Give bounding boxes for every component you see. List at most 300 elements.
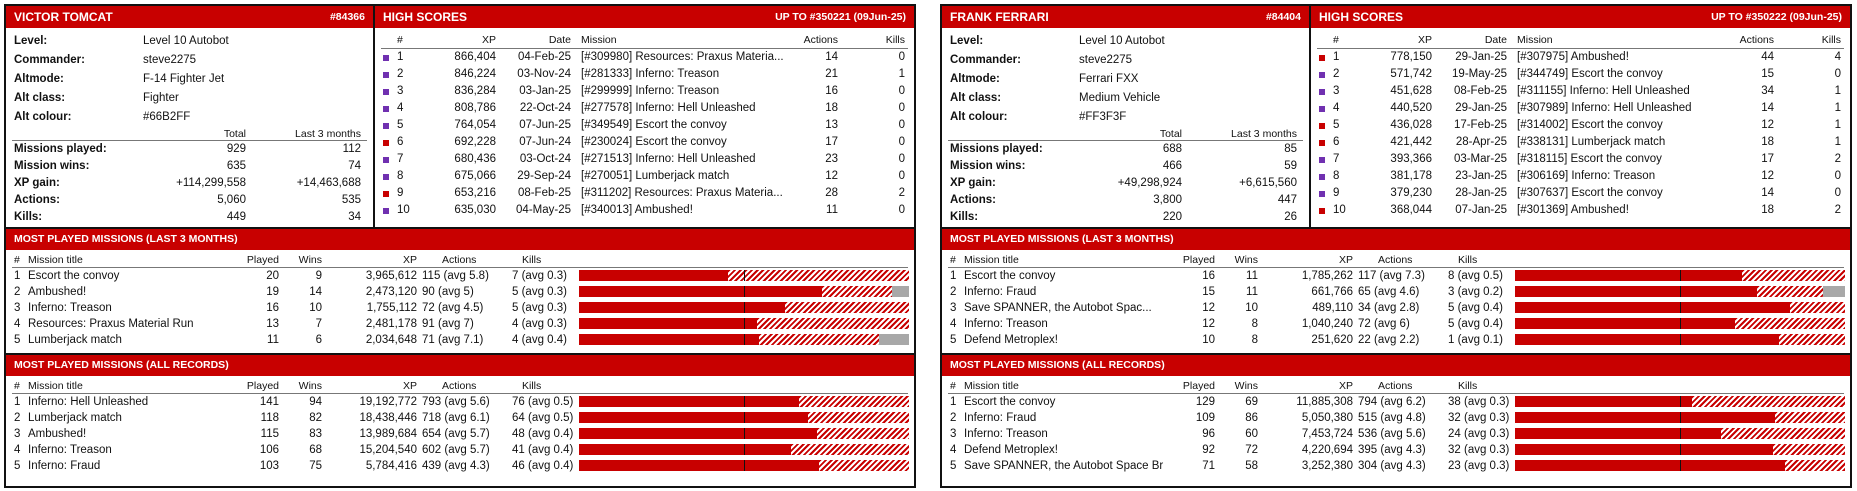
mission-wins: 10 xyxy=(309,302,322,314)
mission-row[interactable] xyxy=(12,458,908,474)
win-rate-bar xyxy=(1515,270,1845,281)
hs-kills: 4 xyxy=(1834,51,1841,63)
most-played-3m-columns xyxy=(12,252,908,268)
mission-rank: 2 xyxy=(14,412,21,424)
mission-played: 103 xyxy=(259,460,279,472)
mission-kills: 38 (avg 0.3) xyxy=(1448,396,1510,408)
profile-section xyxy=(6,6,373,227)
midpoint-marker xyxy=(744,334,745,345)
win-rate-bar xyxy=(1515,428,1845,439)
high-score-row[interactable] xyxy=(1317,100,1844,117)
hs-xp: 571,742 xyxy=(1390,68,1432,80)
most-played-3m-columns xyxy=(948,252,1844,268)
win-segment xyxy=(579,444,791,455)
mission-rank: 5 xyxy=(950,334,957,346)
altclass-row xyxy=(6,89,373,108)
mission-rank: 3 xyxy=(950,428,957,440)
mission-title-link[interactable]: Escort the convoy xyxy=(964,270,1056,282)
col-num: # xyxy=(950,254,956,266)
mission-kills: 5 (avg 0.3) xyxy=(512,302,567,314)
mission-title-link[interactable]: Inferno: Treason xyxy=(964,428,1048,440)
result-marker xyxy=(1319,157,1325,163)
mission-kills: 24 (avg 0.3) xyxy=(1448,428,1510,440)
altmode-label: Altmode: xyxy=(14,73,64,85)
top-section xyxy=(942,6,1850,227)
hs-mission-link[interactable]: [#270051] Lumberjack match xyxy=(581,170,730,182)
hs-rank: 2 xyxy=(1333,68,1340,80)
result-marker xyxy=(383,106,389,112)
hs-mission-link[interactable]: [#281333] Inferno: Treason xyxy=(581,68,720,80)
mission-played: 16 xyxy=(266,302,279,314)
win-segment xyxy=(579,412,808,423)
mission-row[interactable] xyxy=(12,442,908,458)
mission-kills: 4 (avg 0.4) xyxy=(512,334,567,346)
hs-kills: 1 xyxy=(1834,136,1841,148)
col-xp: XP xyxy=(1417,34,1432,46)
loss-segment xyxy=(1742,270,1845,281)
mission-title-link[interactable]: Save SPANNER, the Autobot Space Br xyxy=(964,460,1164,472)
win-segment xyxy=(1515,318,1735,329)
hs-date: 28-Jan-25 xyxy=(1455,187,1507,199)
mission-rank: 1 xyxy=(950,396,957,408)
win-rate-bar xyxy=(1515,334,1845,345)
mission-row[interactable] xyxy=(12,268,908,284)
mission-actions: 654 (avg 5.7) xyxy=(422,428,490,440)
midpoint-marker xyxy=(1680,318,1681,329)
stat-row-kills xyxy=(6,209,373,226)
mission-played: 109 xyxy=(1195,412,1215,424)
col-actions: Actions xyxy=(803,34,838,46)
mission-title-link[interactable]: Lumberjack match xyxy=(28,334,122,346)
high-score-row[interactable] xyxy=(381,202,908,219)
hs-kills: 1 xyxy=(1834,119,1841,131)
stat-label: Actions: xyxy=(950,194,996,206)
mission-actions: 65 (avg 4.6) xyxy=(1358,286,1420,298)
stat-label: Missions played: xyxy=(950,143,1043,155)
high-score-row[interactable] xyxy=(381,117,908,134)
hs-actions: 17 xyxy=(825,136,838,148)
commander-value[interactable]: steve2275 xyxy=(143,54,197,66)
mission-xp: 489,110 xyxy=(1312,302,1353,314)
hs-mission-link[interactable]: [#307975] Ambushed! xyxy=(1517,51,1629,63)
mission-row[interactable] xyxy=(12,284,908,300)
win-segment xyxy=(579,318,757,329)
hs-rank: 9 xyxy=(397,187,404,199)
win-rate-bar xyxy=(1515,302,1845,313)
hs-mission-link[interactable]: [#311155] Inferno: Hell Unleashed xyxy=(1517,85,1690,97)
win-rate-bar xyxy=(579,396,909,407)
loss-segment xyxy=(1721,428,1845,439)
hs-kills: 0 xyxy=(1834,68,1841,80)
result-marker xyxy=(383,89,389,95)
hs-mission-link[interactable]: [#306169] Inferno: Treason xyxy=(1517,170,1656,182)
mission-title-link[interactable]: Resources: Praxus Material Run xyxy=(28,318,194,330)
mission-actions: 22 (avg 2.2) xyxy=(1358,334,1420,346)
high-scores-section xyxy=(375,6,914,227)
high-scores-columns xyxy=(381,32,908,49)
mission-kills: 5 (avg 0.4) xyxy=(1448,302,1503,314)
result-marker xyxy=(1319,123,1325,129)
hs-actions: 11 xyxy=(826,204,838,216)
mission-wins: 9 xyxy=(315,270,322,282)
mission-title-link[interactable]: Inferno: Treason xyxy=(964,318,1048,330)
hs-mission-link[interactable]: [#314002] Escort the convoy xyxy=(1517,119,1663,131)
other-segment xyxy=(892,286,909,297)
mission-xp: 1,755,112 xyxy=(366,302,417,314)
mission-title-link[interactable]: Inferno: Hell Unleashed xyxy=(28,396,149,408)
mission-actions: 395 (avg 4.3) xyxy=(1358,444,1426,456)
mission-row[interactable] xyxy=(948,284,1844,300)
mission-row[interactable] xyxy=(12,300,908,316)
hs-rank: 5 xyxy=(1333,119,1340,131)
win-rate-bar xyxy=(1515,412,1845,423)
altcolour-label: Alt colour: xyxy=(14,111,72,123)
mission-row[interactable] xyxy=(948,268,1844,284)
altclass-value: Fighter xyxy=(143,92,179,104)
mission-rank: 5 xyxy=(950,460,957,472)
altmode-label: Altmode: xyxy=(950,73,1000,85)
hs-actions: 12 xyxy=(825,170,838,182)
hs-xp: 846,224 xyxy=(454,68,496,80)
hs-mission-link[interactable]: [#307989] Inferno: Hell Unleashed xyxy=(1517,102,1692,114)
mission-title-link[interactable]: Inferno: Treason xyxy=(28,444,112,456)
mission-xp: 4,220,694 xyxy=(1301,444,1353,456)
hs-mission-link[interactable]: [#311202] Resources: Praxus Materia... xyxy=(581,187,783,199)
mission-kills: 7 (avg 0.3) xyxy=(512,270,567,282)
hs-mission-link[interactable]: [#349549] Escort the convoy xyxy=(581,119,727,131)
high-score-row[interactable] xyxy=(381,49,908,66)
mission-row[interactable] xyxy=(12,410,908,426)
mission-row[interactable] xyxy=(948,316,1844,332)
most-played-3m-table xyxy=(942,252,1850,348)
mission-title-link[interactable]: Ambushed! xyxy=(28,428,87,440)
mission-wins: 72 xyxy=(1245,444,1258,456)
hs-rank: 7 xyxy=(397,153,404,165)
hs-kills: 1 xyxy=(1834,85,1841,97)
hs-date: 08-Feb-25 xyxy=(517,187,571,199)
hs-date: 22-Oct-24 xyxy=(519,102,571,114)
loss-segment xyxy=(1785,460,1845,471)
hs-kills: 0 xyxy=(898,102,905,114)
col-played: Played xyxy=(246,254,279,266)
loss-segment xyxy=(1773,444,1845,455)
hs-actions: 14 xyxy=(1761,102,1774,114)
win-rate-bar xyxy=(579,412,909,423)
mission-wins: 14 xyxy=(309,286,322,298)
loss-segment xyxy=(822,286,891,297)
most-played-3m-header: MOST PLAYED MISSIONS (LAST 3 MONTHS) xyxy=(942,229,1850,250)
mission-rank: 4 xyxy=(14,444,21,456)
hs-date: 07-Jun-25 xyxy=(519,119,571,131)
mission-actions: 90 (avg 5) xyxy=(422,286,474,298)
high-score-row[interactable] xyxy=(381,66,908,83)
hs-rank: 6 xyxy=(1333,136,1340,148)
mission-kills: 32 (avg 0.3) xyxy=(1448,444,1510,456)
hs-date: 29-Jan-25 xyxy=(1455,102,1507,114)
midpoint-marker xyxy=(1680,444,1681,455)
mission-kills: 48 (avg 0.4) xyxy=(512,428,574,440)
mission-row[interactable] xyxy=(12,332,908,348)
hs-mission-link[interactable]: [#230024] Escort the convoy xyxy=(581,136,727,148)
mission-actions: 793 (avg 5.6) xyxy=(422,396,490,408)
mission-rank: 3 xyxy=(14,302,21,314)
stat-row-actions xyxy=(942,192,1309,209)
high-score-row[interactable] xyxy=(1317,202,1844,219)
high-score-row[interactable] xyxy=(381,151,908,168)
midpoint-marker xyxy=(744,318,745,329)
altclass-label: Alt class: xyxy=(950,92,1002,104)
hs-rank: 2 xyxy=(397,68,404,80)
col-title: Mission title xyxy=(964,254,1019,266)
hs-mission-link[interactable]: [#344749] Escort the convoy xyxy=(1517,68,1663,80)
stat-row-kills xyxy=(942,209,1309,226)
hs-date: 29-Sep-24 xyxy=(517,170,571,182)
mission-wins: 58 xyxy=(1245,460,1258,472)
mission-xp: 5,784,416 xyxy=(365,460,417,472)
high-score-row[interactable] xyxy=(1317,134,1844,151)
mission-title-link[interactable]: Escort the convoy xyxy=(964,396,1056,408)
high-scores-upto: UP TO #350221 (09Jun-25) xyxy=(775,11,906,23)
midpoint-marker xyxy=(744,270,745,281)
stat-last3: 535 xyxy=(341,194,361,206)
hs-date: 17-Feb-25 xyxy=(1453,119,1507,131)
hs-kills: 1 xyxy=(1834,102,1841,114)
mission-row[interactable] xyxy=(948,458,1844,474)
hs-xp: 866,404 xyxy=(454,51,496,63)
hs-date: 07-Jun-24 xyxy=(519,136,571,148)
win-segment xyxy=(1515,460,1785,471)
midpoint-marker xyxy=(744,302,745,313)
win-rate-bar xyxy=(579,286,909,297)
level-label: Level: xyxy=(14,35,48,47)
mission-xp: 2,473,120 xyxy=(365,286,417,298)
stat-total: 3,800 xyxy=(1153,194,1182,206)
high-score-row[interactable] xyxy=(1317,185,1844,202)
mission-kills: 32 (avg 0.3) xyxy=(1448,412,1510,424)
mission-title-link[interactable]: Defend Metroplex! xyxy=(964,334,1058,346)
mission-played: 71 xyxy=(1202,460,1215,472)
most-played-3m-list xyxy=(6,268,914,348)
mission-title-link[interactable]: Inferno: Fraud xyxy=(28,460,101,472)
midpoint-marker xyxy=(1680,412,1681,423)
stat-total: 635 xyxy=(226,160,246,172)
result-marker xyxy=(1319,140,1325,146)
mission-title-link[interactable]: Defend Metroplex! xyxy=(964,444,1058,456)
stat-row-mission-wins xyxy=(942,158,1309,175)
stat-label: Mission wins: xyxy=(950,160,1026,172)
hs-actions: 18 xyxy=(825,102,838,114)
hs-mission-link[interactable]: [#271513] Inferno: Hell Unleashed xyxy=(581,153,756,165)
result-marker xyxy=(383,72,389,78)
result-marker xyxy=(383,140,389,146)
midpoint-marker xyxy=(744,396,745,407)
mission-xp: 5,050,380 xyxy=(1301,412,1353,424)
hs-actions: 15 xyxy=(1761,68,1774,80)
hs-rank: 10 xyxy=(397,204,410,216)
hs-mission-link[interactable]: [#277578] Inferno: Hell Unleashed xyxy=(581,102,756,114)
player-id: #84366 xyxy=(329,11,365,23)
hs-actions: 23 xyxy=(825,153,838,165)
high-score-row[interactable] xyxy=(1317,66,1844,83)
loss-segment xyxy=(808,412,909,423)
mission-xp: 1,040,240 xyxy=(1301,318,1353,330)
win-segment xyxy=(579,460,819,471)
mission-played: 15 xyxy=(1202,286,1215,298)
hs-mission-link[interactable]: [#318115] Escort the convoy xyxy=(1517,153,1662,165)
mission-title-link[interactable]: Inferno: Fraud xyxy=(964,286,1037,298)
hs-xp: 379,230 xyxy=(1390,187,1432,199)
hs-rank: 3 xyxy=(397,85,404,97)
mission-played: 16 xyxy=(1202,270,1215,282)
mission-rank: 5 xyxy=(14,334,21,346)
level-value: Level 10 Autobot xyxy=(1079,35,1165,47)
hs-date: 03-Jan-25 xyxy=(519,85,571,97)
mission-title-link[interactable]: Ambushed! xyxy=(28,286,87,298)
midpoint-marker xyxy=(1680,302,1681,313)
loss-segment xyxy=(728,270,910,281)
high-score-row[interactable] xyxy=(1317,83,1844,100)
mission-title-link[interactable]: Lumberjack match xyxy=(28,412,122,424)
mission-title-link[interactable]: Escort the convoy xyxy=(28,270,120,282)
hs-xp: 436,028 xyxy=(1390,119,1432,131)
mission-row[interactable] xyxy=(948,394,1844,410)
mission-title-link[interactable]: Inferno: Fraud xyxy=(964,412,1037,424)
profile-header xyxy=(6,6,373,28)
stats-last3-header: Last 3 months xyxy=(1231,128,1297,140)
loss-segment xyxy=(759,334,879,345)
mission-actions: 536 (avg 5.6) xyxy=(1358,428,1426,440)
mission-row[interactable] xyxy=(948,442,1844,458)
mission-played: 141 xyxy=(259,396,279,408)
high-scores-header xyxy=(375,6,914,28)
hs-kills: 0 xyxy=(1834,187,1841,199)
midpoint-marker xyxy=(1680,460,1681,471)
mission-kills: 5 (avg 0.4) xyxy=(1448,318,1503,330)
mission-row[interactable] xyxy=(12,394,908,410)
mission-actions: 602 (avg 5.7) xyxy=(422,444,490,456)
stat-total: +114,299,558 xyxy=(176,177,246,189)
mission-played: 12 xyxy=(1202,318,1215,330)
high-score-row[interactable] xyxy=(381,83,908,100)
win-segment xyxy=(1515,270,1742,281)
loss-segment xyxy=(1692,396,1845,407)
altclass-row xyxy=(942,89,1309,108)
col-kills: Kills xyxy=(1458,254,1478,266)
hs-actions: 18 xyxy=(1761,204,1774,216)
hs-rank: 7 xyxy=(1333,153,1340,165)
player-name[interactable]: FRANK FERRARI xyxy=(950,10,1049,24)
stats-last3-header: Last 3 months xyxy=(295,128,361,140)
midpoint-marker xyxy=(1680,286,1681,297)
mission-wins: 68 xyxy=(309,444,322,456)
col-actions: Actions xyxy=(1739,34,1774,46)
high-score-row[interactable] xyxy=(381,134,908,151)
hs-rank: 3 xyxy=(1333,85,1340,97)
mission-kills: 1 (avg 0.1) xyxy=(1448,334,1503,346)
col-title: Mission title xyxy=(28,380,83,392)
high-score-row[interactable] xyxy=(381,185,908,202)
player-id: #84404 xyxy=(1265,11,1301,23)
hs-xp: 764,054 xyxy=(454,119,496,131)
hs-mission-link[interactable]: [#307637] Escort the convoy xyxy=(1517,187,1663,199)
hs-mission-link[interactable]: [#299999] Inferno: Treason xyxy=(581,85,720,97)
loss-segment xyxy=(799,396,909,407)
stat-row-mission-wins xyxy=(6,158,373,175)
result-marker xyxy=(1319,174,1325,180)
midpoint-marker xyxy=(744,444,745,455)
mission-title-link[interactable]: Inferno: Treason xyxy=(28,302,112,314)
high-score-row[interactable] xyxy=(381,168,908,185)
hs-kills: 0 xyxy=(898,153,905,165)
mission-rank: 2 xyxy=(950,412,957,424)
mission-rank: 3 xyxy=(950,302,957,314)
high-score-row[interactable] xyxy=(1317,49,1844,66)
mission-row[interactable] xyxy=(948,300,1844,316)
mission-row[interactable] xyxy=(12,426,908,442)
high-score-row[interactable] xyxy=(381,100,908,117)
other-segment xyxy=(1823,286,1845,297)
stat-last3: 74 xyxy=(348,160,361,172)
hs-mission-link[interactable]: [#340013] Ambushed! xyxy=(581,204,693,216)
player-name[interactable]: VICTOR TOMCAT xyxy=(14,10,113,24)
hs-rank: 9 xyxy=(1333,187,1340,199)
col-num: # xyxy=(14,254,20,266)
stat-label: Kills: xyxy=(14,211,43,223)
high-score-row[interactable] xyxy=(1317,151,1844,168)
mission-xp: 15,204,540 xyxy=(359,444,417,456)
commander-value[interactable]: steve2275 xyxy=(1079,54,1133,66)
win-segment xyxy=(579,286,822,297)
mission-row[interactable] xyxy=(12,316,908,332)
hs-rank: 5 xyxy=(397,119,404,131)
high-score-row[interactable] xyxy=(1317,168,1844,185)
mission-kills: 8 (avg 0.5) xyxy=(1448,270,1503,282)
high-score-row[interactable] xyxy=(1317,117,1844,134)
level-value: Level 10 Autobot xyxy=(143,35,229,47)
mission-actions: 794 (avg 6.2) xyxy=(1358,396,1426,408)
mission-title-link[interactable]: Save SPANNER, the Autobot Spac... xyxy=(964,302,1152,314)
mission-wins: 82 xyxy=(309,412,322,424)
win-rate-bar xyxy=(579,270,909,281)
mission-actions: 72 (avg 4.5) xyxy=(422,302,484,314)
mission-row[interactable] xyxy=(948,426,1844,442)
altcolour-value: #66B2FF xyxy=(143,111,191,123)
mission-row[interactable] xyxy=(948,410,1844,426)
hs-date: 04-Feb-25 xyxy=(517,51,571,63)
hs-date: 03-Mar-25 xyxy=(1453,153,1507,165)
mission-played: 92 xyxy=(1202,444,1215,456)
hs-rank: 8 xyxy=(397,170,404,182)
most-played-all-list xyxy=(942,394,1850,474)
result-marker xyxy=(383,55,389,61)
col-xp: XP xyxy=(402,380,417,392)
result-marker xyxy=(1319,72,1325,78)
mission-xp: 3,965,612 xyxy=(365,270,417,282)
hs-xp: 451,628 xyxy=(1390,85,1432,97)
loss-segment xyxy=(817,428,909,439)
col-num: # xyxy=(14,380,20,392)
col-num: # xyxy=(1333,34,1339,46)
other-segment xyxy=(879,334,909,345)
result-marker xyxy=(1319,208,1325,214)
mission-row[interactable] xyxy=(948,332,1844,348)
hs-date: 19-May-25 xyxy=(1452,68,1507,80)
hs-mission-link[interactable]: [#338131] Lumberjack match xyxy=(1517,136,1666,148)
midpoint-marker xyxy=(744,412,745,423)
mission-actions: 304 (avg 4.3) xyxy=(1358,460,1426,472)
hs-mission-link[interactable]: [#309980] Resources: Praxus Materia... xyxy=(581,51,784,63)
hs-mission-link[interactable]: [#301369] Ambushed! xyxy=(1517,204,1629,216)
